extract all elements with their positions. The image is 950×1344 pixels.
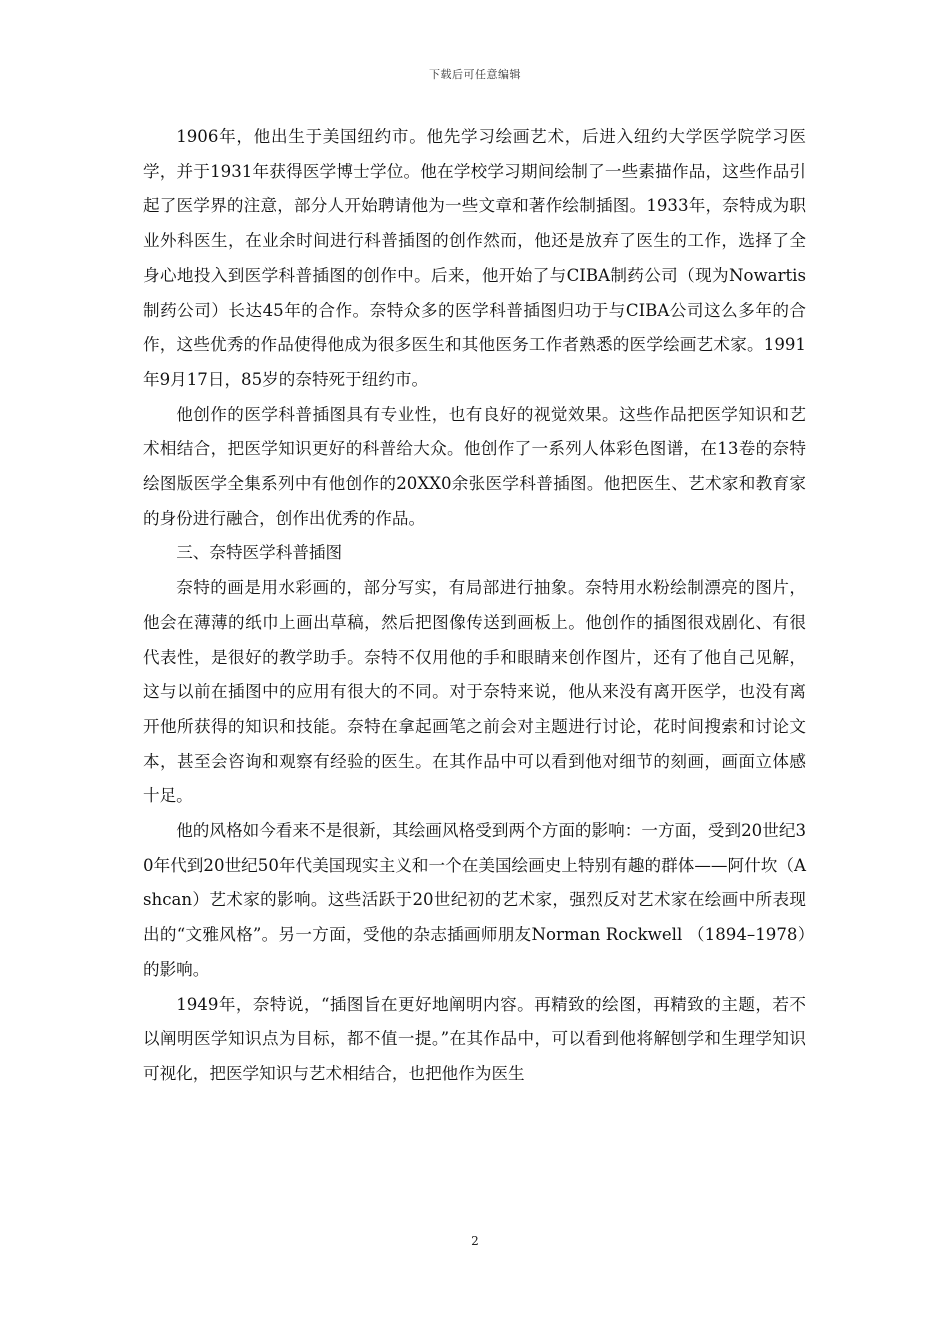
section-heading: 三、奈特医学科普插图 (176, 543, 343, 563)
paragraph-technique: 奈特的画是用水彩画的，部分写实，有局部进行抽象。奈特用水粉绘制漂亮的图片，他会在薄薄的纸巾上画出草稿，然后把图像传送到画板上。他创作的插图很戏剧化、有很代表性，是很好的教学助手。奈特不仅用他的手和眼睛来创作图片，还有了他自己见解，这与以前在插图中的应用有很大的不同。对于奈特来说，他从来没有离开医学，也没有离开他所获得的知识和技能。奈特在拿起画笔之前会对主题进行讨论，花时间搜索和讨论文本，甚至会咨询和观察有经验的医生。在其作品中可以看到他对细节的刻画，画面立体感十足。 (143, 578, 806, 806)
paragraph-style-influences: 他的风格如今看来不是很新，其绘画风格受到两个方面的影响：一方面，受到20世纪30年代到20世纪50年代美国现实主义和一个在美国绘画史上特别有趣的群体——阿什坎（Ashcan）艺术家的影响。这些活跃于20世纪初的艺术家，强烈反对艺术家在绘画中所表现出的“文雅风格”。另一方面，受他的杂志插画师朋友Norman Rockwell （1894–1978）的影响。 (143, 821, 806, 979)
body-text (143, 120, 806, 1092)
paragraph-works-overview: 他创作的医学科普插图具有专业性，也有良好的视觉效果。这些作品把医学知识和艺术相结合，把医学知识更好的科普给大众。他创作了一系列人体彩色图谱，在13卷的奈特绘图版医学全集系列中有他创作的20XX0余张医学科普插图。他把医生、艺术家和教育家的身份进行融合，创作出优秀的作品。 (143, 404, 806, 528)
paragraph-quote: 1949年，奈特说，“插图旨在更好地阐明内容。再精致的绘图，再精致的主题，若不以阐明医学知识点为目标，都不值一提。”在其作品中，可以看到他将解刨学和生理学知识可视化，把医学知识与艺术相结合，也把他作为医生 (143, 994, 806, 1083)
page-header: 下载后可任意编辑 (429, 68, 521, 81)
paragraph-biography: 1906年，他出生于美国纽约市。他先学习绘画艺术，后进入纽约大学医学院学习医学，并于1931年获得医学博士学位。他在学校学习期间绘制了一些素描作品，这些作品引起了医学界的注意，部分人开始聘请他为一些文章和著作绘制插图。1933年，奈特成为职业外科医生，在业余时间进行科普插图的创作然而，他还是放弃了医生的工作，选择了全身心地投入到医学科普插图的创作中。后来，他开始了与CIBA制药公司（现为Nowartis制药公司）长达45年的合作。奈特众多的医学科普插图归功于与CIBA公司这么多年的合作，这些优秀的作品使得他成为很多医生和其他医务工作者熟悉的医学绘画艺术家。1991年9月17日，85岁的奈特死于纽约市。 (143, 127, 806, 389)
page-number: 2 (471, 1234, 479, 1248)
